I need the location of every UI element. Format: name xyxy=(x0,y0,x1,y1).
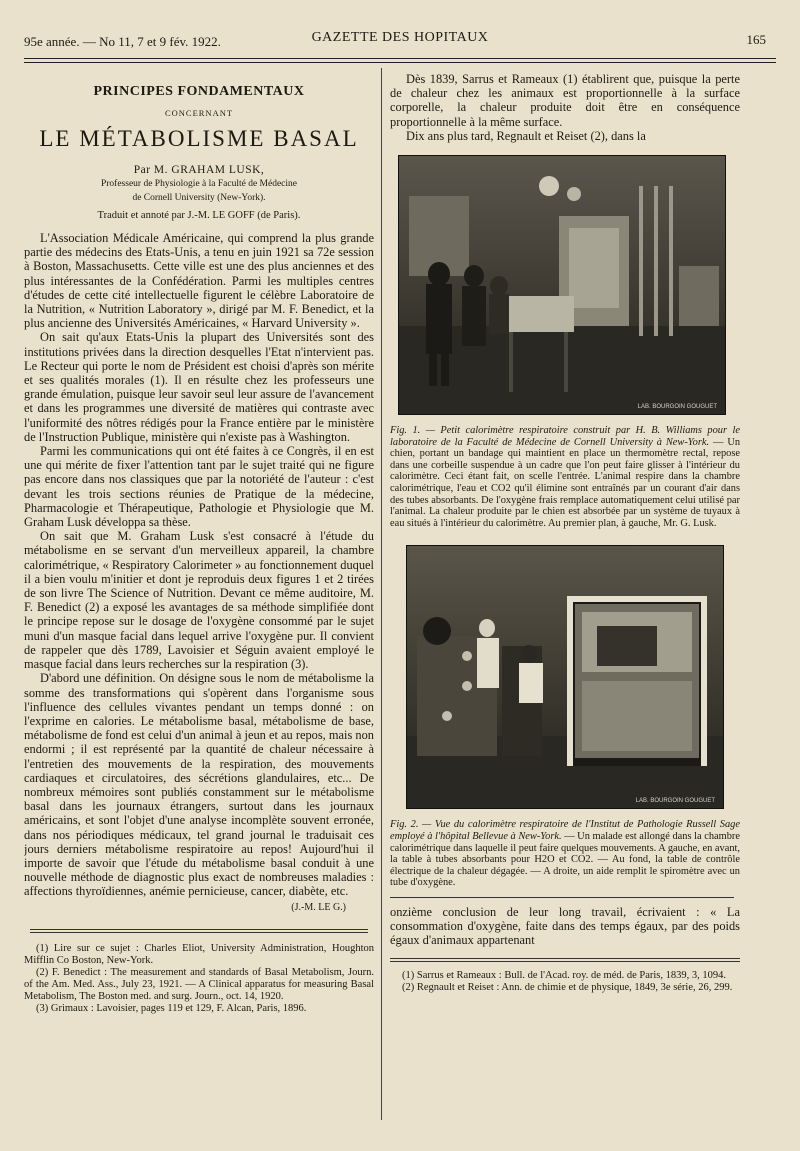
footnote: (2) F. Benedict : The measurement and standards of Basal Metabolism, Journ. of the Am. Med. Ass., July 23, 1921. — A Clinical apparatus for measuring Basal Metabolism, The Boston med. and surg. Journ., oct. 14, 1920. xyxy=(24,966,374,1002)
header-rule xyxy=(24,58,776,63)
figure-2-caption-body: — Un malade est allongé dans la chambre calorimétrique dans laquelle il peut faire quelques mouvements. A gauche, en avant, la table à tubes absorbants pour H2O et CO2. — Au fond, la table de contrôle électrique de la chaleur dégagée. — A droite, un aide remplit le spiromètre avec un tube d'oxygène. xyxy=(390,830,740,889)
body-paragraph: Dix ans plus tard, Regnault et Reiset (2), dans la xyxy=(406,128,646,143)
body-paragraph: On sait que M. Graham Lusk s'est consacré à l'étude du métabolisme en se servant d'un merveilleux appareil, la chambre calorimétrique, « Respiratory Calorimeter » au fonctionnement duquel il a bien voulu m'initier et dont je reproduis deux figures 1 et 2 tirées de son livre The Science of Nutrition. Devant ce même auditoire, M. F. Benedict (2) a exposé les avantages de sa méthode simplifiée dont le principe repose sur le dosage de l'oxygène consommé par le sujet muni d'un masque facial dans lequel arrive l'oxygène pur. Il convient de rappeler que dès 1789, Lavoisier et Séguin avaient employé le masque facial dans leurs recherches sur la respiration (3). xyxy=(24,529,374,672)
body-paragraph: D'abord une définition. On désigne sous le nom de métabolisme la somme des transformations qui s'opèrent dans l'organisme sous l'influence des cellules vivantes pendant un temps donné : on l'exprime en calories. Le métabolisme basal, métabolisme de base, métabolisme de fond est celui d'un animal à jeun et au repos, mais non endormi ; il est représenté par la quantité de chaleur nécessaire à l'entretien des mouvements de la respiration, des mouvements cardiaques et circulatoires, des sécrétions glandulaires, etc... De nombreux mémoires sont publiés constamment sur le métabolisme basal dans les journaux étrangers, surtout dans les journaux américains, et sont l'objet d'une analyse incomplète souvent erronée, dans nos périodiques médicaux, tel grand journal le traduisait ces jours derniers métabolisme respiratoire au repos! Aujourd'hui il importe de savoir que l'étude du métabolisme basal conduit à une nouvelle méthode de diagnostic plus exact de nombreuses maladies : affections thyroïdiennes, anémie pernicieuse, cancer, diabète, etc. xyxy=(24,671,374,899)
journal-title: GAZETTE DES HOPITAUX xyxy=(311,30,489,45)
article-title: LE MÉTABOLISME BASAL xyxy=(39,126,359,151)
figure-2-caption-title: Fig. 2. — Vue du calorimètre respiratoire de l'Institut de Pathologie Russell Sage employé à l'hôpital Bellevue à New-York. xyxy=(390,819,740,842)
author-affiliation-1: Professeur de Physiologie à la Faculté de Médecine xyxy=(100,179,297,189)
right-column xyxy=(390,72,740,1122)
footnote-rule xyxy=(390,958,740,962)
article-concernant: CONCERNANT xyxy=(164,108,234,118)
figure-1-caption-body: — Un chien, portant un bandage qui maintient en place un thermomètre rectal, repose dans une corbeille suspendue à un cadre que l'on peut faire glisser à l'intérieur du calorimètre. Ceci étant fait, on scelle l'entrée. L'animal respire dans la chambre calorimétrique, l'eau et CO2 qu'il élimine sont entraînés par un courant d'air dans des tubes absorbants. De l'oxygène frais remplace automatiquement celui utilisé par l'animal. La chaleur produite par le chien est absorbée par un système de tuyaux à eau situés à l'intérieur du calorimètre. Au premier plan, à gauche, Mr. G. Lusk. xyxy=(390,436,740,529)
figure-1-caption xyxy=(390,425,740,529)
translator-line: Traduit et annoté par J.-M. LE GOFF (de Paris). xyxy=(97,210,301,221)
footnote: (1) Sarrus et Rameaux : Bull. de l'Acad. roy. de méd. de Paris, 1839, 3, 1094. xyxy=(402,969,727,981)
page-header xyxy=(24,30,776,52)
body-paragraph: Parmi les communications qui ont été faites à ce Congrès, il en est une qui mérite de fixer l'attention tant par le sujet traité qui ne figure pas encore dans nos classiques que par la notoriété de l'auteur : c'est devant les trois sections réunies de Pratique de la médecine, Pharmacologie et Thérapeutique, Pathologie et Physiologie que M. Graham Lusk développa sa thèse. xyxy=(24,444,374,530)
figure-1-credit: LAB. BOURGOIN GOUGUET xyxy=(637,404,717,411)
article-signoff: (J.-M. LE G.) xyxy=(291,901,346,913)
footnote: (3) Grimaux : Lavoisier, pages 119 et 129, F. Alcan, Paris, 1896. xyxy=(36,1002,307,1014)
footnote: (1) Lire sur ce sujet : Charles Eliot, University Administration, Houghton Mifflin Co Boston, New-York. xyxy=(24,942,374,966)
page-number: 165 xyxy=(746,32,766,47)
column-divider xyxy=(381,68,382,1120)
figure-2-caption xyxy=(390,819,740,889)
issue-info: 95e année. — No 11, 7 et 9 fév. 1922. xyxy=(24,34,221,49)
body-paragraph: onzième conclusion de leur long travail, écrivaient : « La consommation d'oxygène, faite dans des temps égaux, par des poids égaux d'animaux appartenant xyxy=(390,904,740,948)
figure-1-photo xyxy=(398,155,726,415)
article-author: Par M. GRAHAM LUSK, xyxy=(133,164,265,176)
body-paragraph: Dès 1839, Sarrus et Rameaux (1) établirent que, puisque la perte de chaleur chez les animaux est proportionnelle à la surface corporelle, la chaleur produite doit être en conséquence proportionnelle à la même surface. xyxy=(390,72,740,129)
figure-1-caption-title: Fig. 1. — Petit calorimètre respiratoire construit par H. B. Williams pour le laboratoire de la Faculté de Médecine de Cornell University à New-York. xyxy=(390,425,740,448)
footnote: (2) Regnault et Reiset : Ann. de chimie et de physique, 1849, 3e série, 26, 299. xyxy=(402,981,733,993)
laboratory-photo-1 xyxy=(399,156,725,414)
author-affiliation-2: de Cornell University (New-York). xyxy=(132,193,266,203)
body-paragraph: On sait qu'aux Etats-Unis la plupart des Universités sont des institutions privées dans la direction desquelles l'Etat n'intervient pas. Le Recteur qui porte le nom de Président est choisi d'après son mérite et ses qualités morales (1). Il en résulte chez les professeurs une grande émulation, puisque leur savoir seul leur assure de l'avancement et dans les programmes une diversité de matières qui contraste avec l'uniformité des nôtres rédigés pour la France entière par le ministère de l'Instruction Publique, ministère qui n'existe pas à Washington. xyxy=(24,330,374,444)
laboratory-photo-2 xyxy=(407,546,723,808)
figure-2-credit: LAB. BOURGOIN GOUGUET xyxy=(635,798,715,805)
section-rule xyxy=(390,897,734,899)
article-kicker: PRINCIPES FONDAMENTAUX xyxy=(93,84,305,99)
body-paragraph: L'Association Médicale Américaine, qui comprend la plus grande partie des médecins des Etats-Unis, a tenu en juin 1921 sa 72e session à Boston, Massachusetts. Cette ville est une des plus anciennes et des plus intéressantes de la Confédération. Parmi les multiples centres d'études de cette cité intellectuelle figurent le célèbre Laboratoire de la Nutrition, « Nutrition Laboratory », dirigé par M. F. Benedict, et la plus ancienne des Universités Américaines, « Harvard University ». xyxy=(24,231,374,331)
left-column xyxy=(24,72,374,1122)
figure-2-photo xyxy=(406,545,724,809)
footnote-rule xyxy=(30,929,368,933)
